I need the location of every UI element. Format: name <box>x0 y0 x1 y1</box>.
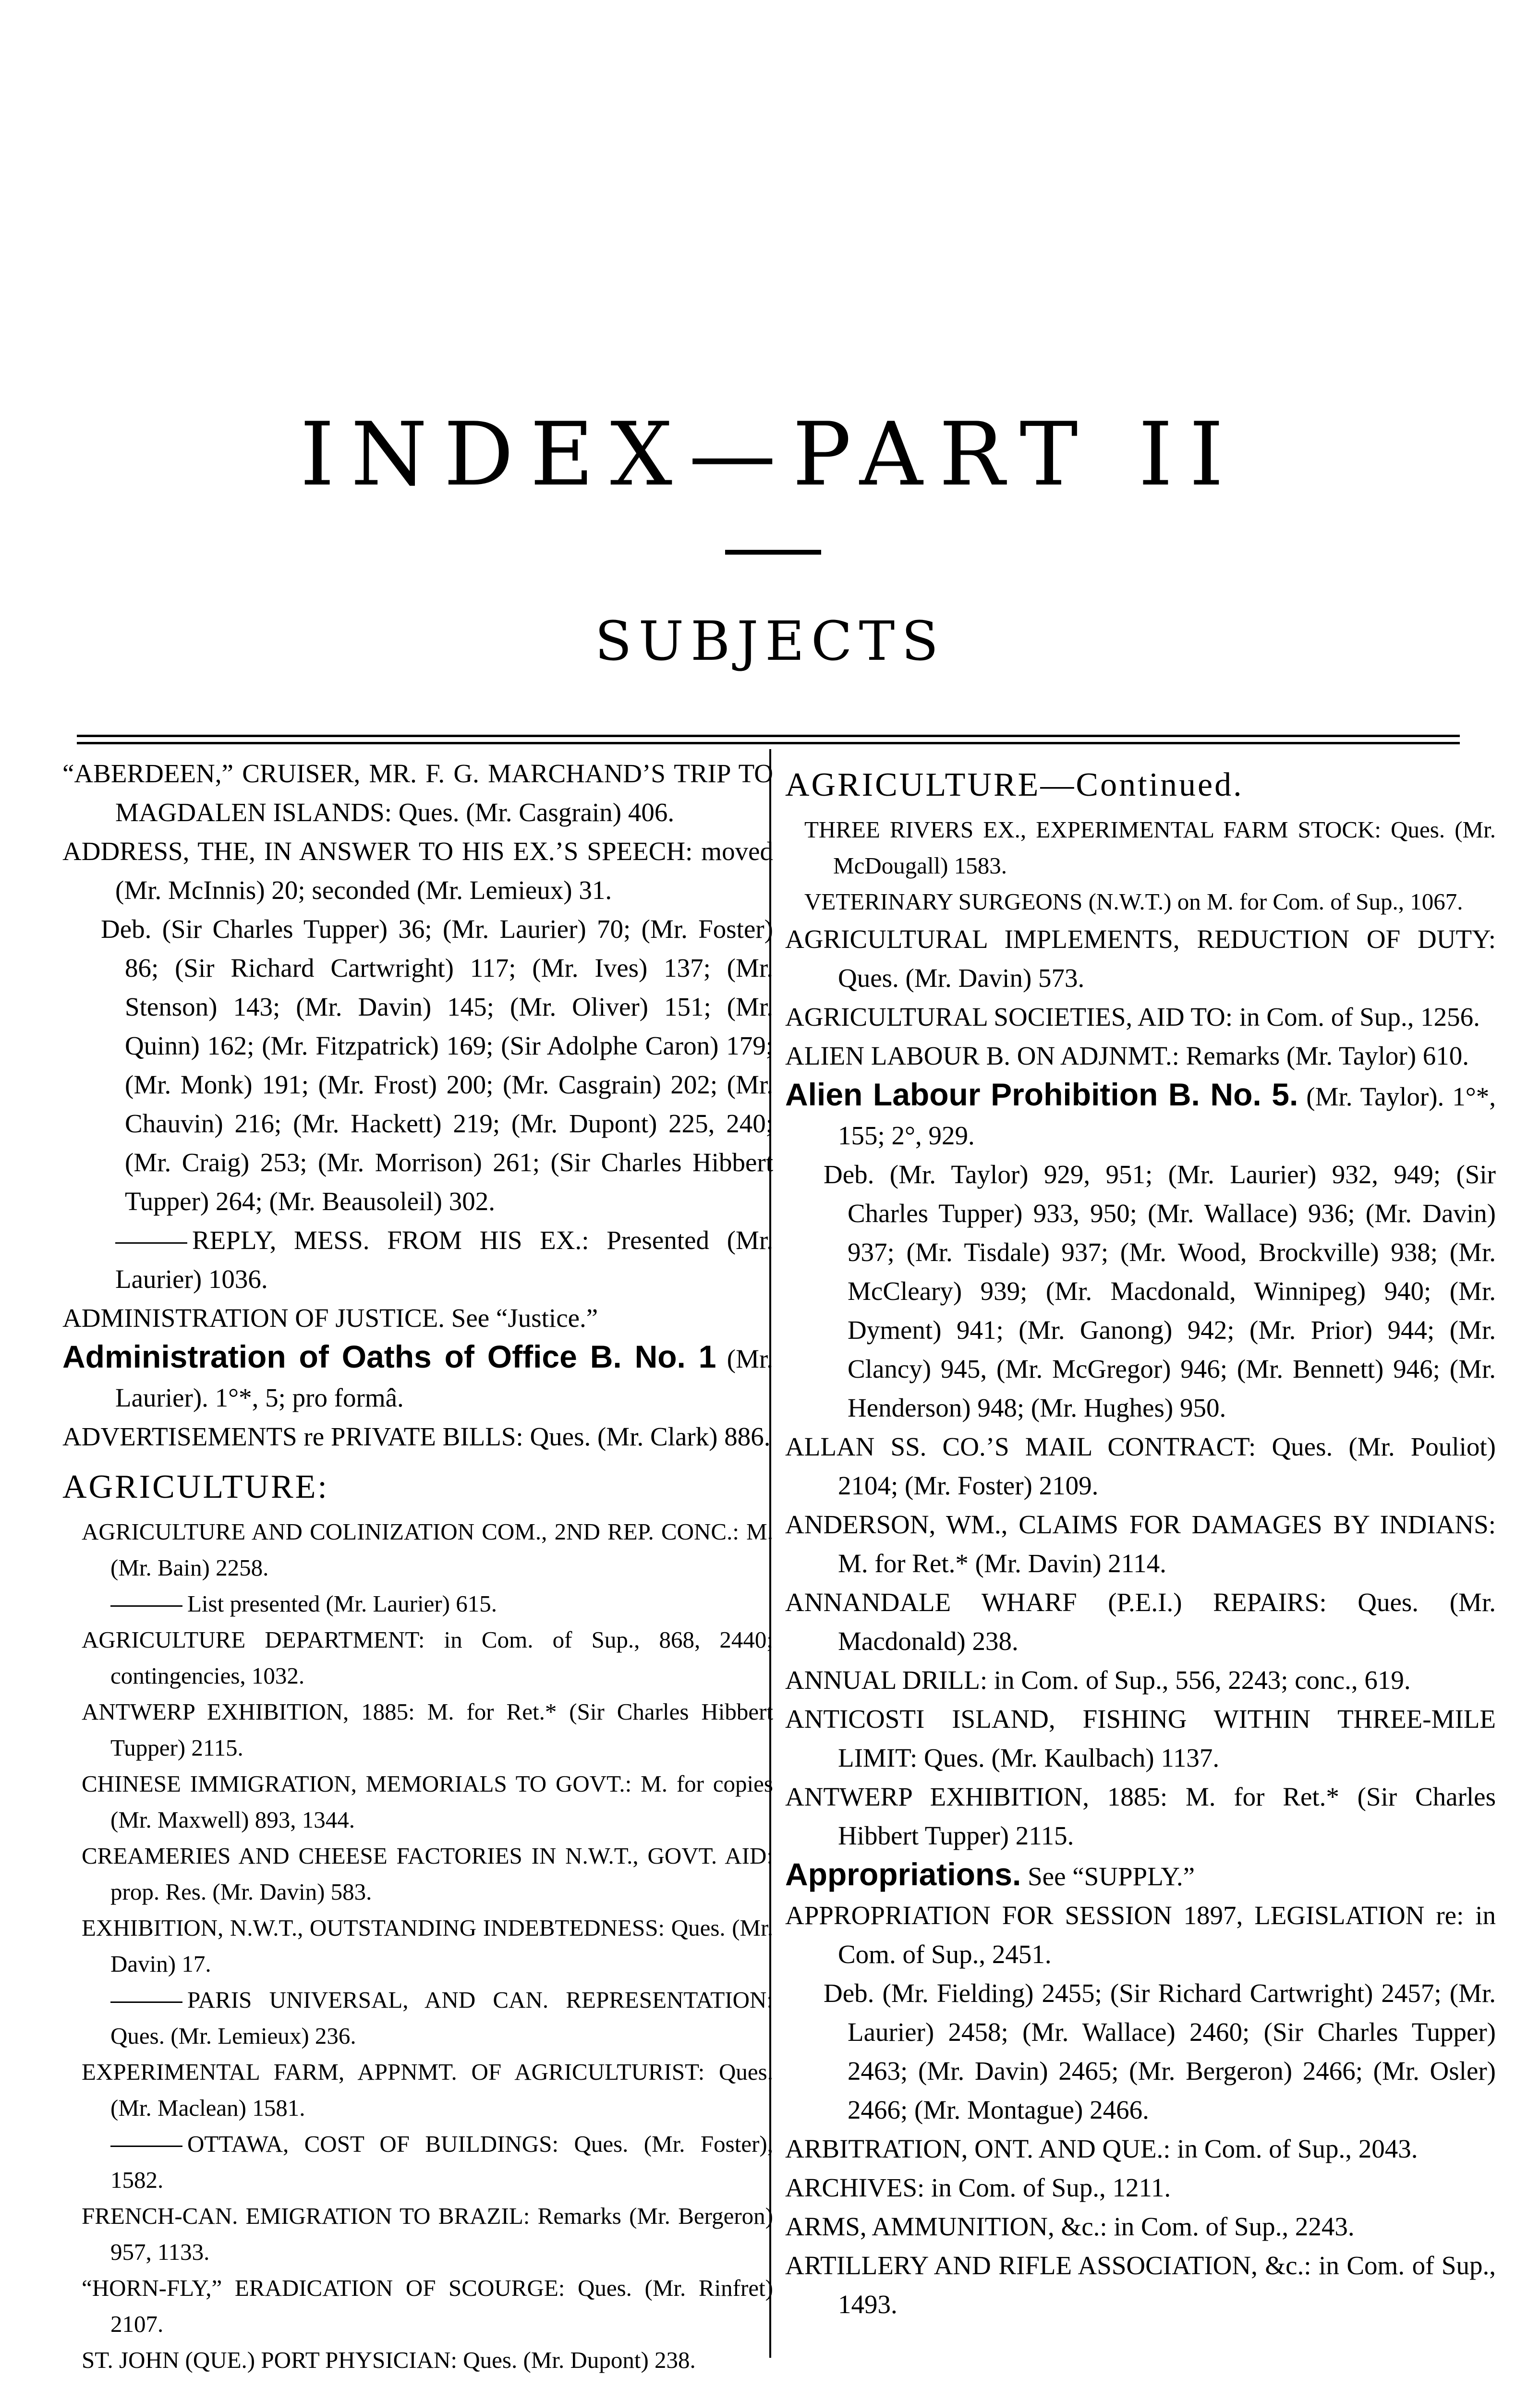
index-entry: APPROPRIATION FOR SESSION 1897, LEGISLATION re: in Com. of Sup., 2451. <box>785 1901 1496 1969</box>
index-column-left <box>62 754 773 2378</box>
index-entry: ADVERTISEMENTS re PRIVATE BILLS: Ques. (Mr. Clark) 886. <box>62 1422 771 1451</box>
index-subentry: THREE RIVERS EX., EXPERIMENTAL FARM STOCK: Ques. (Mr. McDougall) 1583. <box>804 816 1496 879</box>
index-entry: ANDERSON, WM., CLAIMS FOR DAMAGES BY INDIANS: M. for Ret.* (Mr. Davin) 2114. <box>785 1510 1496 1578</box>
top-rule-second <box>77 742 1460 744</box>
bill-title: Alien Labour Prohibition B. No. 5. <box>785 1077 1298 1112</box>
index-subentry: AGRICULTURE AND COLINIZATION COM., 2ND REP. CONC.: M. (Mr. Bain) 2258. <box>82 1518 773 1581</box>
debate-entry: Deb. (Mr. Fielding) 2455; (Sir Richard Cartwright) 2457; (Mr. Laurier) 2458; (Mr. Wallace) 2460; (Sir Charles Tupper) 2463; (Mr. Davin) 2465; (Mr. Bergeron) 2466; (Mr. Osler) 2466; (Mr. Montague) 2466. <box>824 1978 1496 2124</box>
bill-details: See “SUPPLY.” <box>1021 1862 1195 1891</box>
index-entry: ADMINISTRATION OF JUSTICE. See “Justice.” <box>62 1303 598 1333</box>
index-subentry: ST. JOHN (QUE.) PORT PHYSICIAN: Ques. (Mr. Dupont) 238. <box>82 2347 696 2373</box>
section-heading: AGRICULTURE—Continued. <box>785 766 1244 803</box>
index-bill-entry <box>785 1855 1496 1896</box>
index-subentry: ANTWERP EXHIBITION, 1885: M. for Ret.* (Sir Charles Hibbert Tupper) 2115. <box>82 1698 773 1761</box>
ditto-dash <box>110 1605 182 1607</box>
ditto-dash <box>110 2146 182 2147</box>
section-heading: AGRICULTURE: <box>62 1468 329 1505</box>
bill-title: Administration of Oaths of Office B. No. 1 <box>62 1339 716 1374</box>
bill-title: Appropriations. <box>785 1856 1021 1892</box>
index-entry: ANNUAL DRILL: in Com. of Sup., 556, 2243; conc., 619. <box>785 1665 1411 1695</box>
index-entry: ARCHIVES: in Com. of Sup., 1211. <box>785 2173 1171 2202</box>
index-entry: ANTICOSTI ISLAND, FISHING WITHIN THREE-MILE LIMIT: Ques. (Mr. Kaulbach) 1137. <box>785 1704 1496 1772</box>
index-bill-entry <box>62 1337 773 1417</box>
entry-text: PARIS UNIVERSAL, AND CAN. REPRESENTATION: Ques. (Mr. Lemieux) 236. <box>110 1987 773 2049</box>
index-subentry: EXHIBITION, N.W.T., OUTSTANDING INDEBTEDNESS: Ques. (Mr. Davin) 17. <box>82 1915 773 1977</box>
debate-entry: Deb. (Mr. Taylor) 929, 951; (Mr. Laurier) 932, 949; (Sir Charles Tupper) 933, 950; (Mr. Wallace) 936; (Mr. Davin) 937; (Mr. Tisdale) 937; (Mr. Wood, Brockville) 938; (Mr. McCleary) 939; (Mr. Macdonald, Winnipeg) 940; (Mr. Dyment) 941; (Mr. Ganong) 942; (Mr. Prior) 944; (Mr. Clancy) 945, (Mr. McGregor) 946; (Mr. Bennett) 946; (Mr. Henderson) 948; (Mr. Hughes) 950. <box>824 1160 1496 1422</box>
index-entry: “ABERDEEN,” CRUISER, MR. F. G. MARCHAND’S TRIP TO MAGDALEN ISLANDS: Ques. (Mr. Casgrain) 406. <box>62 759 773 827</box>
entry-text: List presented (Mr. Laurier) 615. <box>187 1590 497 1617</box>
ditto-dash <box>110 2001 182 2003</box>
entry-text: OTTAWA, COST OF BUILDINGS: Ques. (Mr. Foster), 1582. <box>110 2131 773 2193</box>
index-entry: AGRICULTURAL SOCIETIES, AID TO: in Com. of Sup., 1256. <box>785 1002 1480 1031</box>
index-entry: ARMS, AMMUNITION, &c.: in Com. of Sup., 2243. <box>785 2212 1355 2241</box>
index-continuation-entry <box>62 1982 773 2054</box>
page-subtitle: SUBJECTS <box>594 610 946 673</box>
debate-entry: Deb. (Sir Charles Tupper) 36; (Mr. Laurier) 70; (Mr. Foster) 86; (Sir Richard Cartwright) 117; (Mr. Ives) 137; (Mr. Stenson) 143; (Mr. Davin) 145; (Mr. Oliver) 151; (Mr. Quinn) 162; (Mr. Fitzpatrick) 169; (Sir Adolphe Caron) 179; (Mr. Monk) 191; (Mr. Frost) 200; (Mr. Casgrain) 202; (Mr. Chauvin) 216; (Mr. Hackett) 219; (Mr. Dupont) 225, 240; (Mr. Craig) 253; (Mr. Morrison) 261; (Sir Charles Hibbert Tupper) 264; (Mr. Beausoleil) 302. <box>101 914 773 1216</box>
bill-details: (Mr. Taylor). 1°*, 155; 2°, 929. <box>838 1082 1496 1150</box>
index-entry: ARBITRATION, ONT. AND QUE.: in Com. of Sup., 2043. <box>785 2134 1418 2163</box>
index-entry: ADDRESS, THE, IN ANSWER TO HIS EX.’S SPEECH: moved (Mr. McInnis) 20; seconded (Mr. Lemieux) 31. <box>62 837 773 905</box>
index-entry: ARTILLERY AND RIFLE ASSOCIATION, &c.: in Com. of Sup., 1493. <box>785 2251 1496 2319</box>
index-bill-entry <box>785 1075 1496 1155</box>
index-subentry: VETERINARY SURGEONS (N.W.T.) on M. for Com. of Sup., 1067. <box>804 888 1463 915</box>
index-entry: ALLAN SS. CO.’S MAIL CONTRACT: Ques. (Mr. Pouliot) 2104; (Mr. Foster) 2109. <box>785 1432 1496 1500</box>
entry-text: REPLY, MESS. FROM HIS EX.: Presented (Mr. Laurier) 1036. <box>115 1225 773 1294</box>
title-rule <box>725 550 821 555</box>
index-continuation-entry <box>62 2126 773 2198</box>
top-rule <box>77 735 1460 737</box>
bill-details: (Mr. Laurier). 1°*, 5; pro formâ. <box>115 1344 774 1412</box>
index-continuation-entry <box>62 1586 773 1622</box>
index-subentry: EXPERIMENTAL FARM, APPNMT. OF AGRICULTURIST: Ques. (Mr. Maclean) 1581. <box>82 2059 773 2121</box>
index-subentry: FRENCH-CAN. EMIGRATION TO BRAZIL: Remarks (Mr. Bergeron) 957, 1133. <box>82 2203 773 2265</box>
index-subentry: CHINESE IMMIGRATION, MEMORIALS TO GOVT.: M. for copies (Mr. Maxwell) 893, 1344. <box>82 1770 773 1833</box>
ditto-dash <box>115 1242 187 1244</box>
index-entry: ANTWERP EXHIBITION, 1885: M. for Ret.* (Sir Charles Hibbert Tupper) 2115. <box>785 1782 1496 1850</box>
page-title: INDEX—PART II <box>300 403 1240 505</box>
index-subentry: CREAMERIES AND CHEESE FACTORIES IN N.W.T., GOVT. AID: prop. Res. (Mr. Davin) 583. <box>82 1843 773 1905</box>
index-subentry: “HORN-FLY,” ERADICATION OF SCOURGE: Ques. (Mr. Rinfret) 2107. <box>82 2275 773 2337</box>
index-column-right <box>785 754 1496 2324</box>
index-entry: ANNANDALE WHARF (P.E.I.) REPAIRS: Ques. (Mr. Macdonald) 238. <box>785 1588 1496 1656</box>
index-entry: AGRICULTURAL IMPLEMENTS, REDUCTION OF DUTY: Ques. (Mr. Davin) 573. <box>785 924 1496 993</box>
index-subentry: AGRICULTURE DEPARTMENT: in Com. of Sup., 868, 2440; contingencies, 1032. <box>82 1626 773 1689</box>
index-continuation-entry <box>62 1221 773 1298</box>
index-entry: ALIEN LABOUR B. ON ADJNMT.: Remarks (Mr. Taylor) 610. <box>785 1041 1469 1070</box>
